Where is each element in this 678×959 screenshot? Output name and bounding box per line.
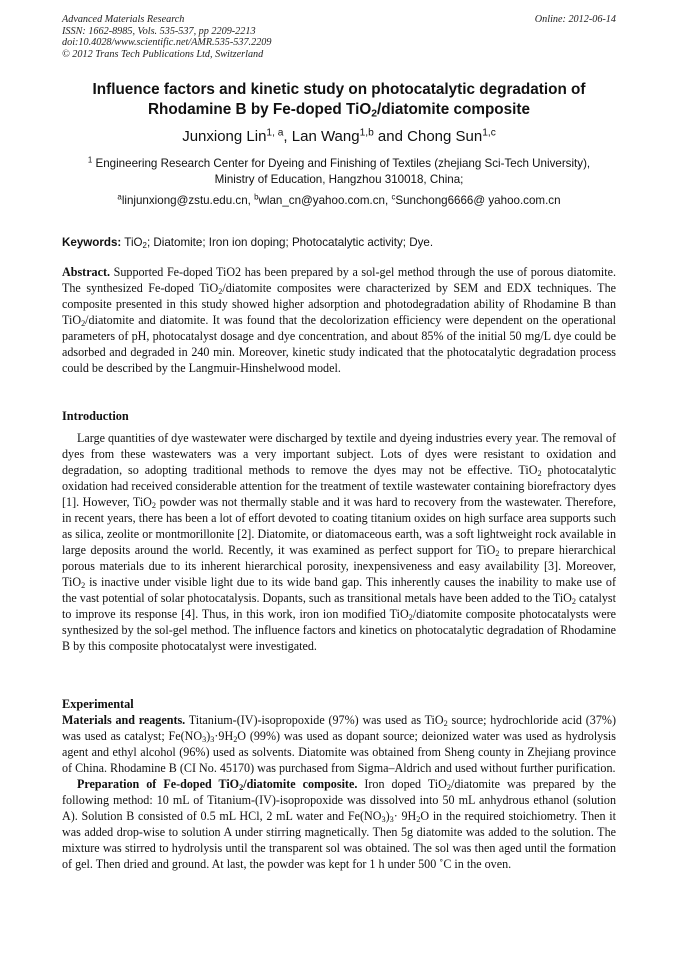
paper-title <box>62 80 616 120</box>
keywords: Keywords: TiO$_2$; Diatomite; Iron ion doping; Photocatalytic activity; Dye. <box>62 236 434 250</box>
email-link[interactable]: wlan_cn@yahoo.com.cn, <box>258 194 392 207</box>
subsection-label: Preparation of Fe-doped TiO$_2$/diatomite composite. <box>77 777 358 793</box>
abstract-label: Abstract. <box>62 265 111 279</box>
journal-name: Advanced Materials Research <box>62 14 185 25</box>
experimental-section: Experimental Materials and reagents. Titanium-(IV)-isopropoxide (97%) was used as TiO$_2$ source; hydrochloride acid (37%) was used as catalyst; $Fe(NO_3)_3\cdot 9H_2O$ (99%) was used as dopant source; deionized water was used as hydrolysis agent and ethyl alcohol (96%) used as solvents. Diatomite was obtained from Sheng county in Zhejiang province of China. Rhodamine B (CI No. 45170) was purchased from Sigma–Aldrich and used without further purification. Preparation of Fe-doped TiO$_2$/diatomite composite. Iron doped TiO$_2$/diatomite was prepared by the following method: 10 mL of Titanium-(IV)-isopropoxide was dissolved into 50 mL anhydrous ethanol (solution A). Solution B consisted of 0.5 mL HCl, 2 mL water and $Fe(NO_3)_3\cdot 9H_2O$ in the required stoichiometry. Then it was added drop-wise to solution A under stirring magnetically. Then 5g diatomite was added to the solution. The mixture was stirred to hydrolysis until the transparent sol was obtained. The sol was then aged until the formation of gel. Then dried and ground. At last, the powder was kept for 1 h under 500 ˚C in the oven. <box>62 697 616 871</box>
author-list: Junxiong Lin$^{1, a}$, Lan Wang$^{1,b}$ and Chong Sun$^{1,c}$ <box>182 127 496 145</box>
subsection-label: Materials and reagents. <box>62 713 186 727</box>
section-heading: Experimental <box>62 697 134 711</box>
email-link[interactable]: Sunchong6666@ yahoo.com.cn <box>395 194 561 207</box>
section-heading: Introduction <box>62 409 129 423</box>
copyright-line: © 2012 Trans Tech Publications Ltd, Switzerland <box>62 48 264 60</box>
introduction-section: Introduction Large quantities of dye wastewater were discharged by textile and dyeing industries every year. The removal of dyes from these wastewaters was a very important subject. Lots of dyes were resistant to oxidation and degradation, so adopting traditional methods to remove the dyes may not be effective. TiO$_2$ photocatalytic oxidation had received considerable attention for the treatment of textile wastewater containing biorefractory dyes [1]. However, TiO$_2$ powder was not thermally stable and it was hard to recovery from the wastewater. Therefore, in recent years, there has been a lot of effort devoted to coating titanium oxides on high surface area supports such as silica, zeolite or montmorillonite [2]. Diatomite, or diatomaceous earth, was a soft lightweight rock available in large deposits around the world. Recently, it was examined as perfect support for TiO$_2$ to prepare hierarchical porous materials due to its inherent hierarchical porosity, inexpensiveness and easy availability [3]. Moreover, TiO$_2$ is inactive under visible light due to its wide band gap. This inherently causes the inability to make use of the vast potential of solar photocatalysis. Dopants, such as transitional metals have been added to the TiO$_2$ catalyst to improve its response [4]. Thus, in this work, iron ion modified TiO$_2$/diatomite composite photocatalysts were synthesized by the sol-gel method. The influence factors and kinetics on photocatalytic degradation of Rhodamine B by this composite photocatalyst were investigated. <box>62 409 617 653</box>
issn-line: ISSN: 1662-8985, Vols. 535-537, pp 2209-2213 <box>62 25 256 37</box>
doi-line: doi:10.4028/www.scientific.net/AMR.535-537.2209 <box>62 37 272 48</box>
author-name: Lan Wang <box>291 128 360 145</box>
abstract: Abstract. Supported Fe-doped TiO2 has been prepared by a sol-gel method through the use of porous diatomite. The synthesized Fe-doped TiO$_2$/diatomite composites were characterized by SEM and EDX techniques. The composite presented in this study showed higher adsorption and photodegradation ability of Rhodamine B than TiO$_2$/diatomite and diatomite. It was found that the decolorization efficiency were dependent on the operational parameters of pH, photocatalyst dosage and dye concentration, and about 85% of the initial 50 mg/L dye could be adsorbed and degraded in 240 min. Moreover, kinetic study indicated that the photocatalytic degradation process could be described by the Langmuir-Hinshelwood model. <box>62 265 616 375</box>
online-date: Online: 2012-06-14 <box>534 14 616 25</box>
title-line-1: Influence factors and kinetic study on photocatalytic degradation of <box>92 81 586 98</box>
author-name: Chong Sun <box>407 128 483 145</box>
email-link[interactable]: linjunxiong@zstu.edu.cn, <box>121 194 255 207</box>
author-name: Junxiong Lin <box>182 128 267 145</box>
title-line-2: Rhodamine B by Fe-doped TiO$_2$/diatomite composite <box>147 101 530 120</box>
affiliation: $^1$ Engineering Research Center for Dyeing and Finishing of Textiles (zhejiang Sci-Tech University), Ministry of Education, Hangzhou 310018, China; <box>87 155 591 186</box>
running-header <box>62 14 616 60</box>
keywords-label: Keywords: <box>62 236 122 249</box>
author-emails: $^a$linjunxiong@zstu.edu.cn, $^b$wlan_cn@yahoo.com.cn, $^c$Sunchong6666@ yahoo.com.cn <box>117 192 561 207</box>
